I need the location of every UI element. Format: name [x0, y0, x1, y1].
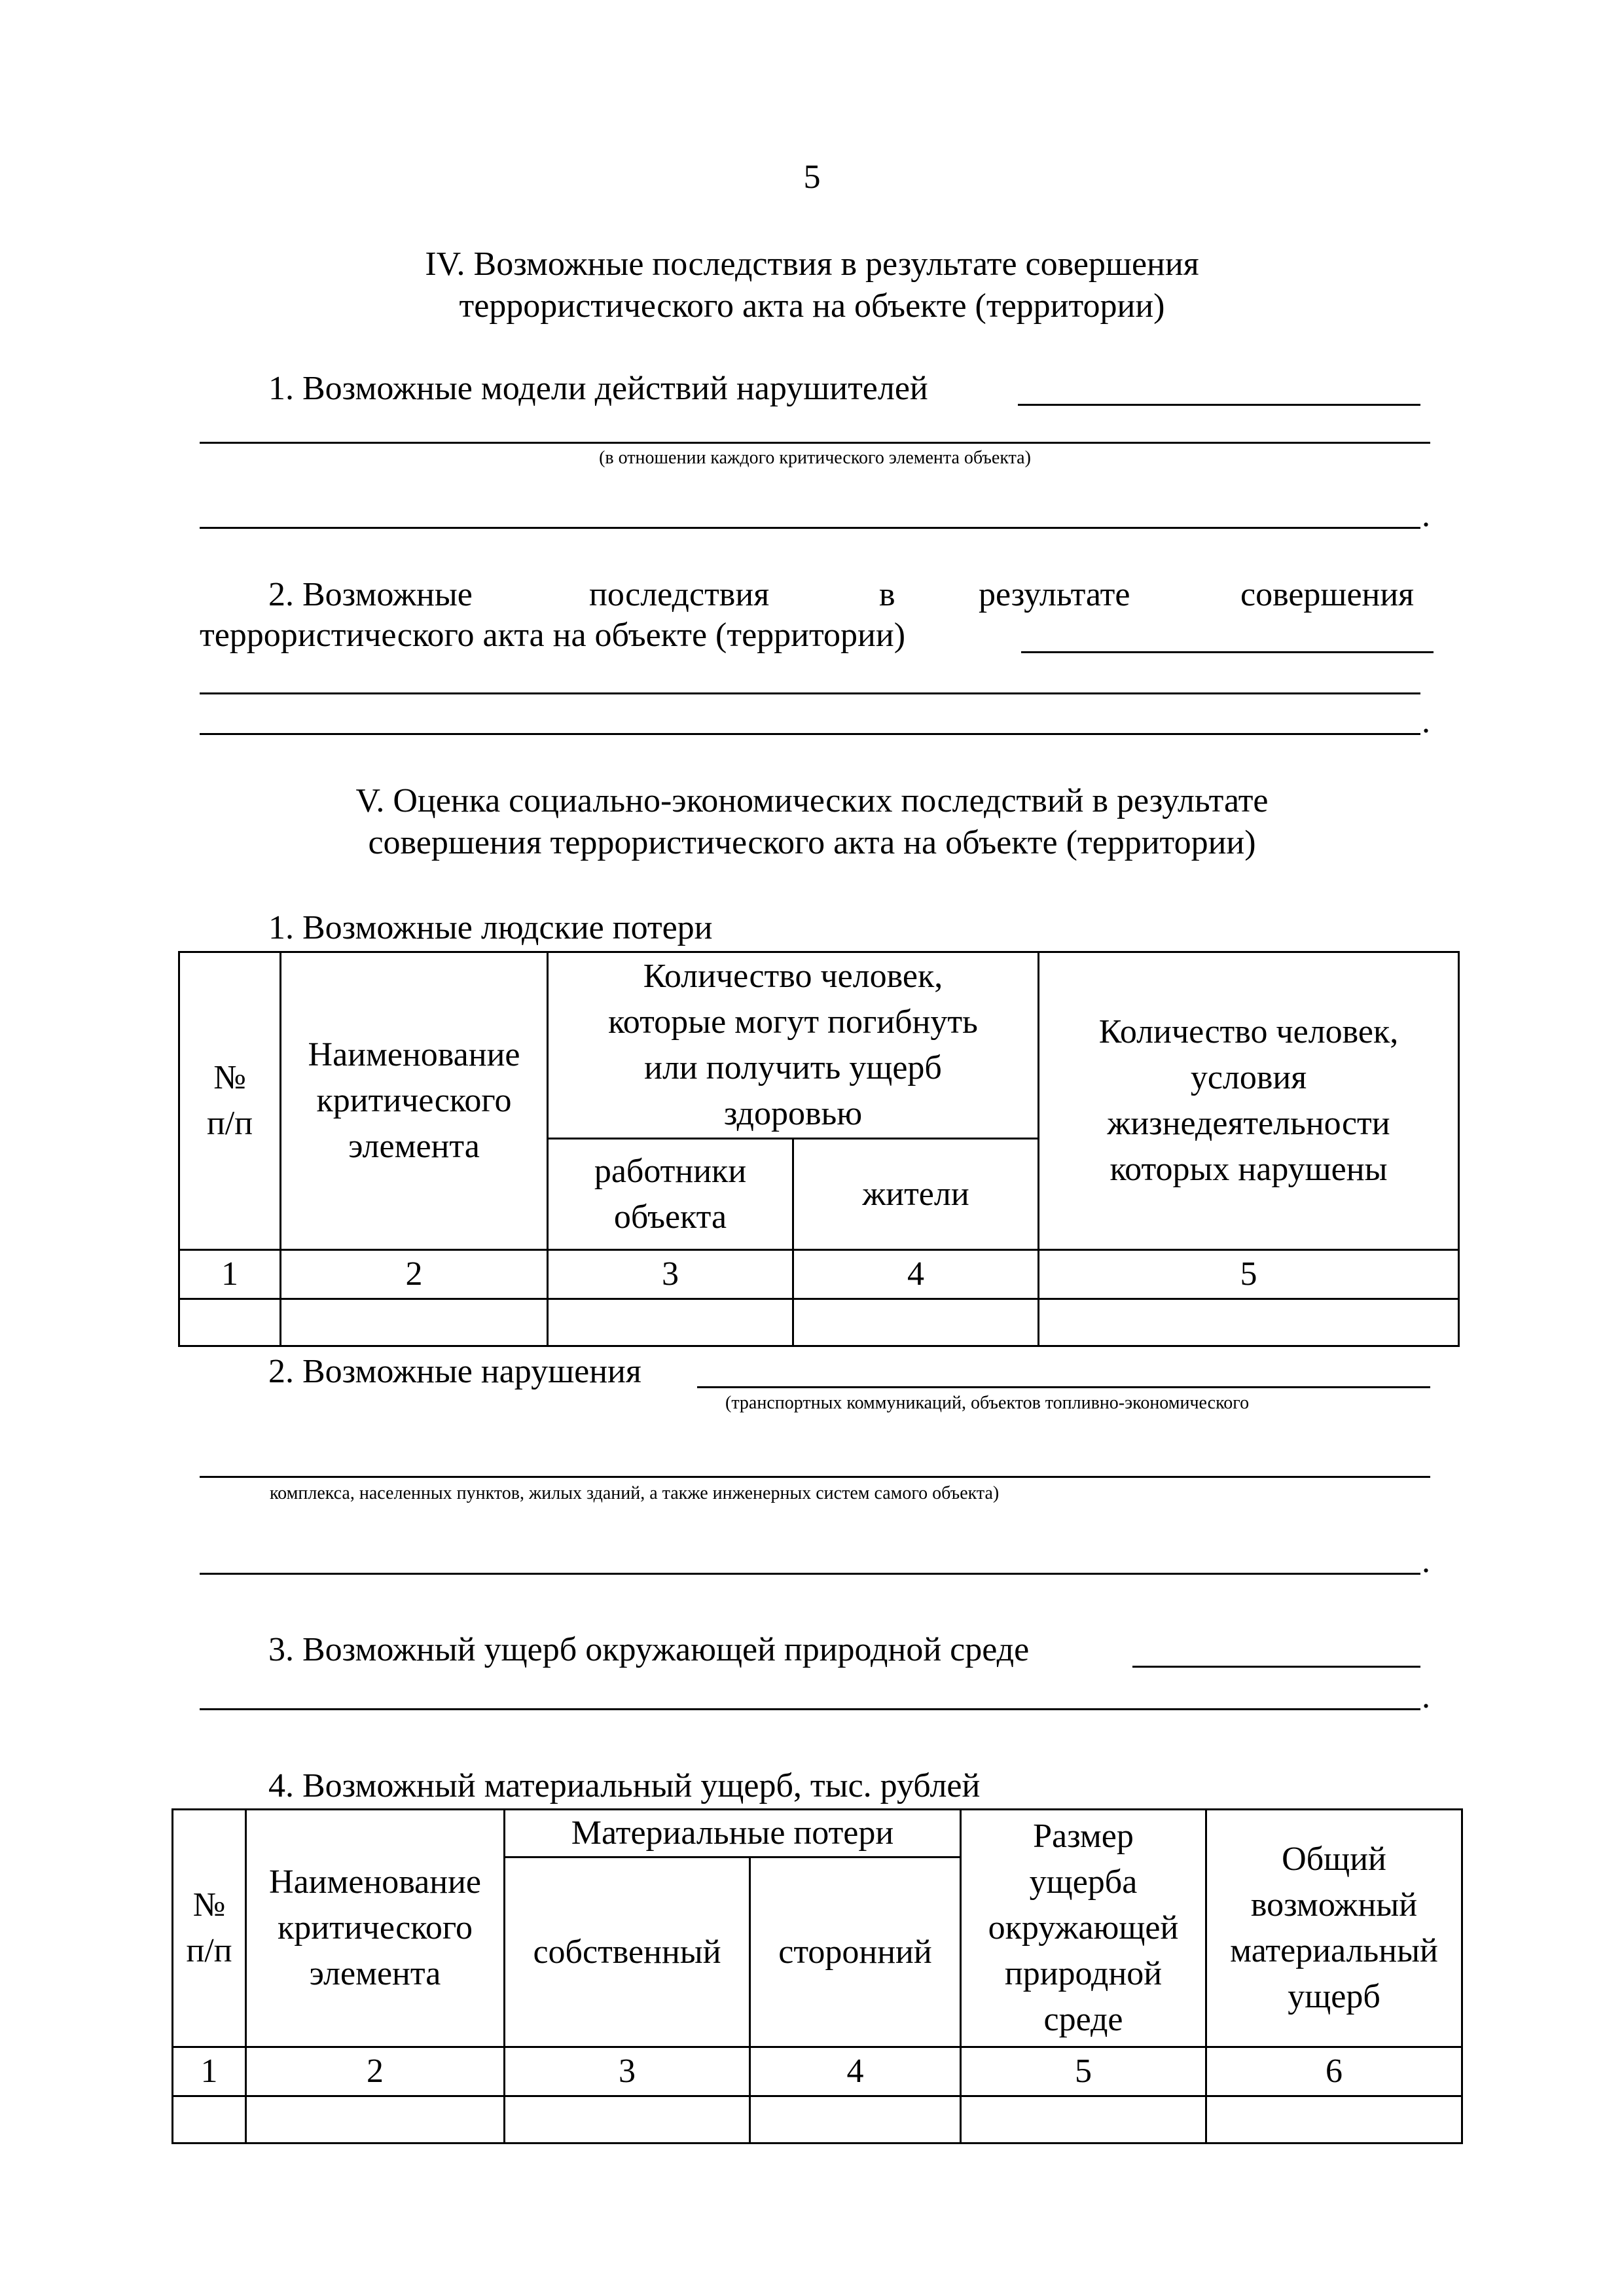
- sub-col-own: собственный: [505, 1857, 750, 2047]
- period: .: [1422, 497, 1430, 534]
- empty-cell: [961, 2096, 1206, 2144]
- number-cell: 3: [548, 1250, 793, 1299]
- empty-cell: [750, 2096, 961, 2144]
- number-cell: 1: [173, 2047, 246, 2096]
- col-group-casualties: Количество человек, которые могут погибнуть или получить ущерб здоровью: [548, 952, 1039, 1139]
- section-4-item2-line2: террористического акта на объекте (территории): [200, 617, 906, 654]
- empty-cell: [281, 1299, 548, 1346]
- fill-line: [200, 733, 1420, 735]
- number-cell: 6: [1206, 2047, 1462, 2096]
- col-environment-damage: Размер ущерба окружающей природной среде: [961, 1810, 1206, 2047]
- empty-cell: [793, 1299, 1039, 1346]
- table-empty-row: [179, 1299, 1459, 1346]
- empty-cell: [548, 1299, 793, 1346]
- number-cell: 4: [793, 1250, 1039, 1299]
- number-cell: 4: [750, 2047, 961, 2096]
- table-number-row: [179, 1250, 1459, 1299]
- period: .: [1422, 703, 1430, 740]
- sub-col-third-party: сторонний: [750, 1857, 961, 2047]
- section-4-item2-word3: в: [879, 576, 895, 613]
- page-number: 5: [803, 158, 821, 196]
- table-number-row: [173, 2047, 1462, 2096]
- section-5-item3-label: 3. Возможный ущерб окружающей природной среде: [268, 1631, 1030, 1668]
- fill-line: [200, 692, 1420, 694]
- fill-line: [200, 1573, 1420, 1575]
- col-element-name: Наименование критического элемента: [281, 952, 548, 1250]
- section-5-title-line2: совершения террористического акта на объекте (территории): [368, 824, 1256, 861]
- section-4-title-line1: IV. Возможные последствия в результате совершения: [425, 245, 1199, 283]
- empty-cell: [1206, 2096, 1462, 2144]
- material-damage-table: [171, 1808, 1463, 2144]
- section-5-item2-label: 2. Возможные нарушения: [268, 1353, 641, 1390]
- empty-cell: [505, 2096, 750, 2144]
- table-header-row: [173, 1810, 1462, 1857]
- section-4-item1-label: 1. Возможные модели действий нарушителей: [268, 370, 928, 407]
- empty-cell: [173, 2096, 246, 2144]
- fill-line: [200, 1708, 1420, 1710]
- section-5-title-line1: V. Оценка социально-экономических последствий в результате: [355, 782, 1269, 819]
- section-5-item2-hint1: (транспортных коммуникаций, объектов топливно-экономического: [725, 1393, 1250, 1413]
- section-4-item2-word4: результате: [979, 576, 1130, 613]
- col-group-material-losses: Материальные потери: [505, 1810, 961, 1857]
- table-header-row: [179, 952, 1459, 1139]
- section-5-item4-label: 4. Возможный материальный ущерб, тыс. рублей: [268, 1767, 981, 1804]
- section-4-title-line2: террористического акта на объекте (территории): [459, 287, 1165, 325]
- col-number: № п/п: [173, 1810, 246, 2047]
- sub-col-residents: жители: [793, 1139, 1039, 1250]
- col-total-damage: Общий возможный материальный ущерб: [1206, 1810, 1462, 2047]
- number-cell: 2: [246, 2047, 505, 2096]
- fill-line: [1021, 651, 1434, 653]
- fill-line: [200, 442, 1430, 444]
- fill-line: [200, 527, 1420, 529]
- section-5-item1-label: 1. Возможные людские потери: [268, 909, 713, 946]
- period: .: [1422, 1543, 1430, 1580]
- col-element-name: Наименование критического элемента: [246, 1810, 505, 2047]
- fill-line: [697, 1386, 1430, 1388]
- section-4-item2-word1: 2. Возможные: [268, 576, 473, 613]
- col-number: № п/п: [179, 952, 281, 1250]
- section-4-item2-word5: совершения: [1240, 576, 1415, 613]
- section-5-item2-hint2: комплекса, населенных пунктов, жилых зданий, а также инженерных систем самого объекта): [270, 1483, 1000, 1503]
- sub-col-workers: работники объекта: [548, 1139, 793, 1250]
- section-4-item1-hint: (в отношении каждого критического элемента объекта): [599, 448, 1031, 468]
- human-losses-table: [178, 951, 1460, 1347]
- empty-cell: [179, 1299, 281, 1346]
- empty-cell: [1039, 1299, 1459, 1346]
- fill-line: [1018, 404, 1420, 406]
- number-cell: 1: [179, 1250, 281, 1299]
- period: .: [1422, 1678, 1430, 1715]
- number-cell: 5: [1039, 1250, 1459, 1299]
- empty-cell: [246, 2096, 505, 2144]
- table-empty-row: [173, 2096, 1462, 2144]
- number-cell: 2: [281, 1250, 548, 1299]
- section-4-item2-word2: последствия: [589, 576, 770, 613]
- fill-line: [200, 1476, 1430, 1478]
- fill-line: [1132, 1666, 1420, 1668]
- number-cell: 5: [961, 2047, 1206, 2096]
- col-affected-people: Количество человек, условия жизнедеятельности которых нарушены: [1039, 952, 1459, 1250]
- number-cell: 3: [505, 2047, 750, 2096]
